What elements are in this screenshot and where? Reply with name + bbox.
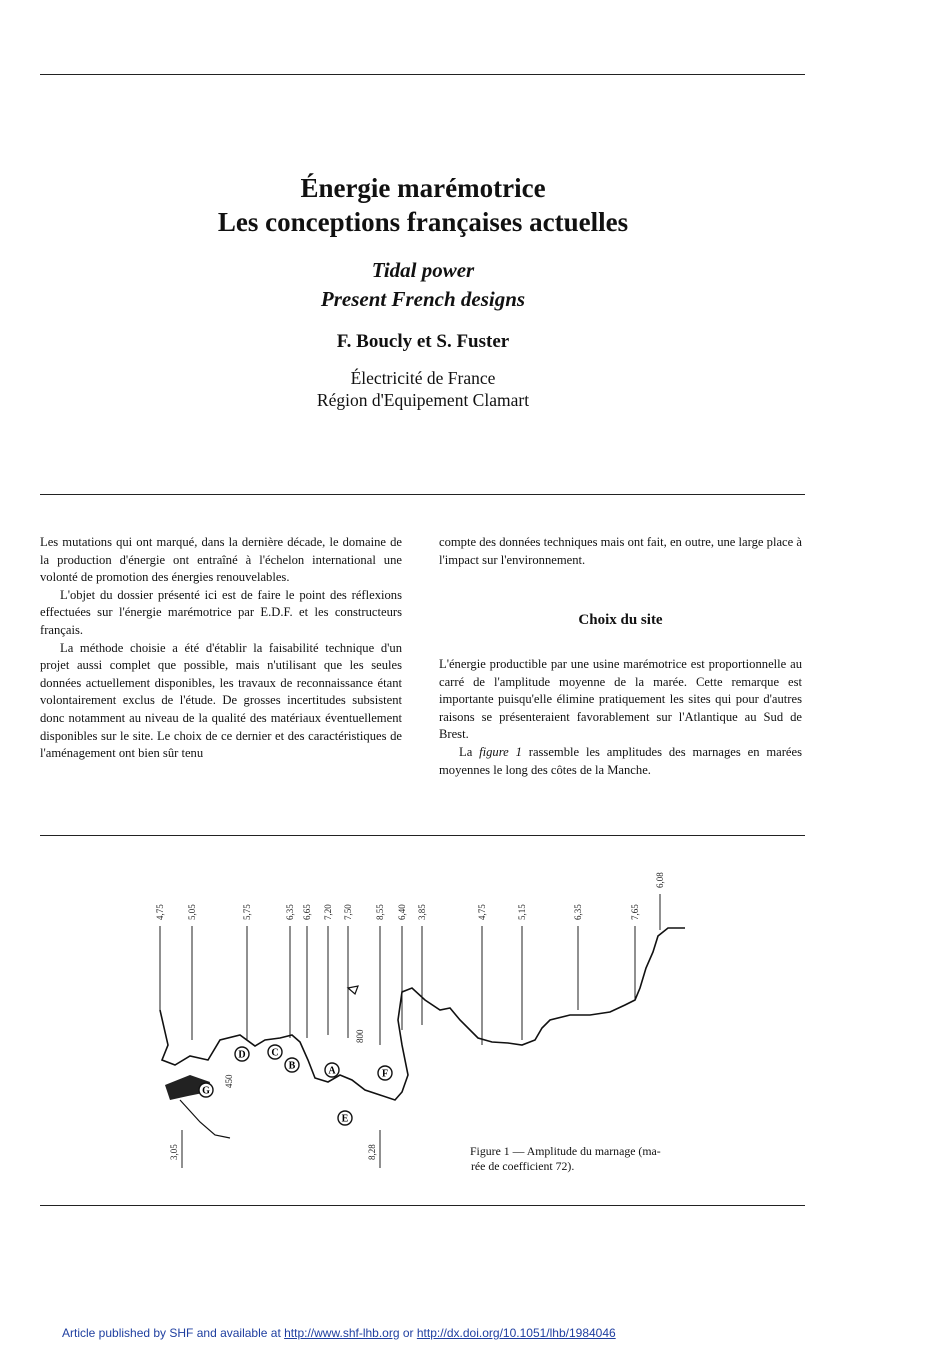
bottom-labels — [169, 1130, 380, 1168]
marker-letter: B — [288, 1060, 296, 1072]
authors: F. Boucly et S. Fuster — [336, 331, 510, 352]
section-heading: Choix du site — [578, 612, 663, 628]
header-rule — [40, 494, 805, 495]
marker-letter: G — [202, 1085, 210, 1097]
footer-text: Article published by SHF and available at — [62, 1326, 285, 1340]
amplitude-label: 6,65 — [302, 904, 312, 920]
paragraph: compte des données techniques mais ont fait, en outre, une large place à l'impact sur l'environnement. — [439, 535, 802, 567]
affiliation-line-1: Électricité de France — [350, 368, 496, 388]
paragraph: Les mutations qui ont marqué, dans la dernière décade, le domaine de la production d'énergie ont entraîné à l'échelon international une volonté de promotion des énergies renouvelables. — [40, 535, 402, 585]
affiliation — [0, 367, 846, 411]
marker-letter: D — [238, 1049, 246, 1061]
figure-caption — [470, 1144, 710, 1174]
amplitude-label: 8,55 — [375, 904, 385, 920]
article-subtitle — [0, 256, 846, 314]
affiliation-line-2: Région d'Equipement Clamart — [316, 390, 530, 410]
paragraph: L'objet du dossier présenté ici est de faire le point des réflexions effectuées sur l'énergie marémotrice par E.D.F. et les constructeurs français. — [40, 587, 402, 637]
site-marker — [268, 1045, 282, 1059]
amplitude-label: 5,75 — [242, 904, 252, 920]
title-line-2: Les conceptions françaises actuelles — [217, 207, 629, 237]
amplitude-label: 8,28 — [367, 1144, 377, 1160]
amplitude-label: 7,20 — [323, 904, 333, 920]
right-column-bottom — [439, 656, 802, 779]
amplitude-label: 6,08 — [655, 872, 665, 888]
title-line-1: Énergie marémotrice — [300, 173, 546, 203]
site-marker — [285, 1058, 299, 1072]
amplitude-label: 3,85 — [417, 904, 427, 920]
site-marker — [235, 1047, 249, 1061]
figure-top-rule — [40, 835, 805, 836]
marker-letter: F — [381, 1068, 389, 1080]
footer — [62, 1326, 616, 1340]
caption-line-2: rée de coefficient 72). — [471, 1159, 575, 1173]
figure-map — [140, 860, 710, 1180]
marker-letter: E — [341, 1113, 349, 1125]
amplitude-label: 4,75 — [477, 904, 487, 920]
site-marker — [338, 1111, 352, 1125]
doi-link[interactable]: http://dx.doi.org/10.1051/lhb/1984046 — [416, 1326, 616, 1340]
subtitle-line-1: Tidal power — [371, 258, 475, 282]
amplitude-label: 5,05 — [187, 904, 197, 920]
top-rule — [40, 74, 805, 75]
site-marker — [325, 1063, 339, 1077]
left-column — [40, 534, 402, 763]
footer-text: or — [399, 1326, 417, 1340]
shf-link[interactable]: http://www.shf-lhb.org — [284, 1326, 400, 1340]
paragraph: L'énergie productible par une usine marémotrice est proportionnelle au carré de l'amplitude moyenne de la marée. Cette remarque est importante puisqu'elle élimine pratiquement les sites qui pour d'autres raisons se présenteraient favorablement sur l'Atlantique au Sud de Brest. — [439, 657, 802, 742]
inner-label: 450 — [224, 1074, 234, 1088]
top-labels — [155, 872, 665, 920]
amplitude-label: 7,50 — [343, 904, 353, 920]
leader-lines — [160, 894, 660, 1045]
marker-letter: A — [328, 1065, 336, 1077]
inner-label: 800 — [355, 1029, 365, 1043]
amplitude-label: 6,35 — [573, 904, 583, 920]
peninsula-south — [180, 1100, 230, 1138]
amplitude-label: 3,05 — [169, 1144, 179, 1160]
paragraph — [439, 744, 802, 779]
figure-reference: figure 1 — [479, 744, 522, 759]
site-marker — [378, 1066, 392, 1080]
amplitude-label: 7,65 — [630, 904, 640, 920]
text-run: rassemble les amplitudes des marnages en marées moyennes le long des côtes de la Manche. — [439, 744, 803, 777]
right-column-top — [439, 534, 802, 569]
amplitude-label: 5,15 — [517, 904, 527, 920]
site-marker — [199, 1083, 213, 1097]
text-run: La — [459, 744, 480, 759]
subtitle-line-2: Present French designs — [320, 287, 526, 311]
island — [348, 986, 358, 994]
amplitude-label: 6,40 — [397, 904, 407, 920]
caption-line-1: Figure 1 — Amplitude du marnage (ma- — [470, 1144, 661, 1158]
marker-letter: C — [271, 1047, 279, 1059]
amplitude-label: 4,75 — [155, 904, 165, 920]
article-title — [0, 171, 846, 239]
figure-bottom-rule — [40, 1205, 805, 1206]
amplitude-label: 6,35 — [285, 904, 295, 920]
paragraph: La méthode choisie a été d'établir la faisabilité technique d'un projet aussi complet que possible, mais n'utilisant que les seules données actuellement disponibles, les travaux de reconnaissance étant volontairement exclus de l'étude. De grosses incertitudes subsistent donc notamment au niveau de la qualité des matériaux éventuellement disponibles sur le site. Le choix de ce dernier et des caractéristiques de l'aménagement ont bien sûr tenu — [40, 640, 402, 761]
